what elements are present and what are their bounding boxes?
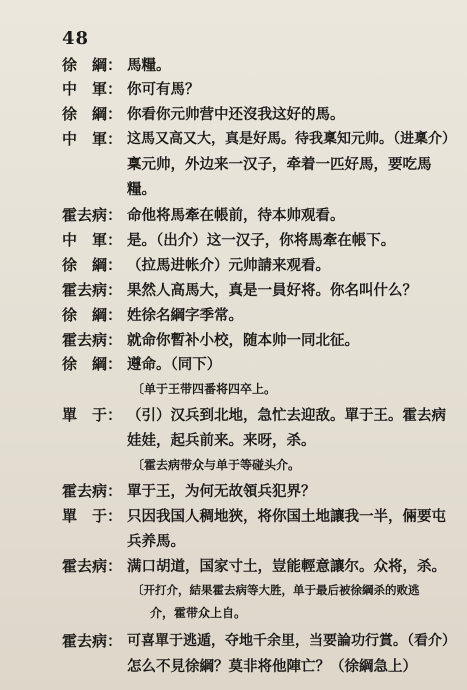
speaker-label: 徐 綱： bbox=[62, 355, 123, 373]
speaker-label: 單 于： bbox=[62, 406, 123, 424]
stage-direction: 〔开打介，結果霍去病等大胜，单于最后被徐綱杀的败逃 bbox=[132, 583, 420, 597]
dialogue-continuation: 糧。 bbox=[127, 181, 156, 198]
dialogue-text: 可喜單于逃遁，夺地千余里，当要論功行賞。（看介） bbox=[127, 633, 456, 649]
dialogue-continuation: 兵养馬。 bbox=[127, 533, 185, 550]
dialogue-text: 你看你元帅营中还沒我这好的馬。 bbox=[127, 106, 345, 123]
dialogue-text: 满口胡道，国家寸土，豈能輕意讓尔。众将，杀。 bbox=[127, 558, 446, 575]
stage-direction: 〔霍去病带众与单于等碰头介。 bbox=[132, 458, 301, 472]
dialogue-text: 只因我国人稠地狹，将你国土地讓我一半，倆要屯 bbox=[127, 508, 446, 525]
stage-direction: 介，霍带众上自。 bbox=[150, 606, 247, 620]
speaker-label: 霍去病： bbox=[62, 331, 123, 349]
speaker-label: 霍去病： bbox=[62, 206, 123, 224]
dialogue-continuation: 怎么不見徐綱？莫非将他陣亡？（徐綱急上） bbox=[127, 658, 417, 675]
dialogue-text: 你可有馬？ bbox=[127, 81, 200, 98]
dialogue-text: （拉馬进帐介）元帅請来观看。 bbox=[127, 257, 330, 274]
dialogue-text: 馬糧。 bbox=[127, 57, 171, 74]
speaker-label: 中 軍： bbox=[62, 231, 123, 249]
speaker-label: 霍去病： bbox=[62, 482, 123, 500]
speaker-label: 霍去病： bbox=[62, 632, 123, 650]
dialogue-text: 單于王，为何无故領兵犯界？ bbox=[127, 483, 316, 500]
dialogue-text: 这馬又高又大，真是好馬。待我稟知元帅。（进稟介） bbox=[127, 131, 456, 147]
speaker-label: 徐 綱： bbox=[62, 56, 123, 74]
speaker-label: 中 軍： bbox=[62, 130, 123, 148]
dialogue-text: 命他将馬牽在帳前，待本帅观看。 bbox=[127, 207, 345, 224]
dialogue-text: 姓徐名綱字季常。 bbox=[127, 307, 243, 324]
speaker-label: 單 于： bbox=[62, 507, 123, 525]
dialogue-continuation: 稟元帅，外边来一汉子，牵着一匹好馬，要吃馬 bbox=[127, 156, 432, 173]
speaker-label: 徐 綱： bbox=[62, 306, 123, 324]
speaker-label: 徐 綱： bbox=[62, 256, 123, 274]
dialogue-continuation: 娃娃，起兵前来。来呀，杀。 bbox=[127, 432, 316, 449]
speaker-label: 徐 綱： bbox=[62, 105, 123, 123]
dialogue-text: （引）汉兵到北地，急忙去迎敌。單于王。霍去病 bbox=[127, 407, 446, 424]
stage-direction: 〔单于王带四番将四卒上。 bbox=[132, 382, 277, 396]
speaker-label: 中 軍： bbox=[62, 80, 123, 98]
speaker-label: 霍去病： bbox=[62, 557, 123, 575]
dialogue-text: 是。（出介）这一汉子，你将馬牽在帳下。 bbox=[127, 232, 396, 249]
dialogue-text: 就命你暫补小校，随本帅一同北征。 bbox=[127, 332, 359, 349]
page-number: 48 bbox=[62, 28, 90, 49]
dialogue-text: 遵命。（同下） bbox=[127, 356, 222, 373]
dialogue-text: 果然人高馬大，真是一員好将。你名叫什么？ bbox=[127, 282, 417, 299]
speaker-label: 霍去病： bbox=[62, 281, 123, 299]
